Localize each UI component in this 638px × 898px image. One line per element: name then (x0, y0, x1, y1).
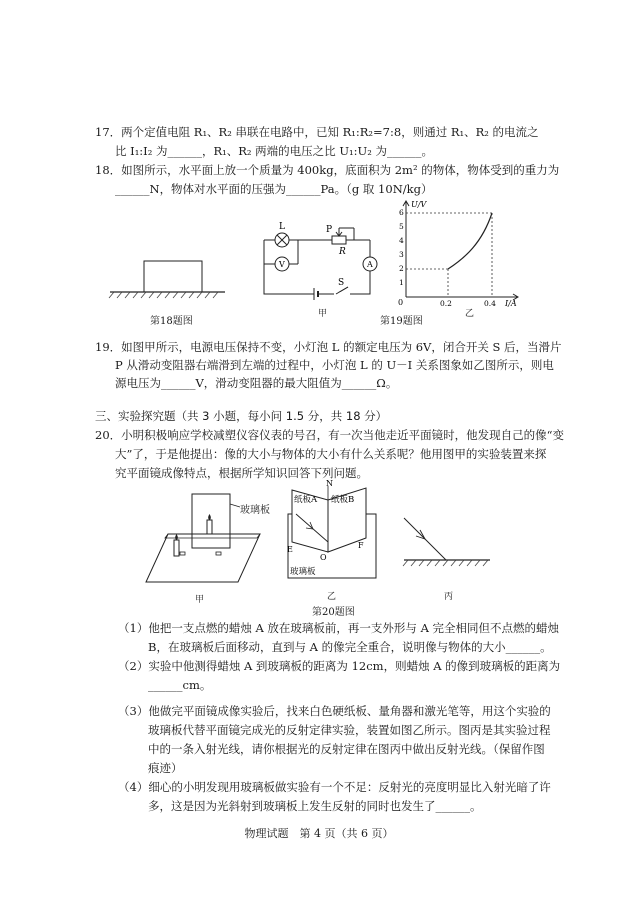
paper-B-label: 纸板B (331, 495, 355, 505)
label-O: O (320, 553, 327, 562)
q19-line1: 19．如图甲所示，电源电压保持不变，小灯泡 L 的额定电压为 6V，闭合开关 S 后，当滑片 (95, 340, 562, 354)
label-L: L (279, 222, 285, 232)
section-3-title: 三、实验探究题（共 3 小题，每小问 1.5 分，共 18 分） (95, 409, 388, 423)
candle-B (207, 514, 212, 534)
glass-plate-label: 玻璃板 (240, 505, 270, 516)
x-axis-label: I/A (505, 299, 517, 308)
label-V: V (279, 260, 285, 269)
sub2-line2: ______cm。 (148, 678, 212, 692)
candle-A (174, 534, 179, 556)
q18-line2: ______N，物体对水平面的压强为______Pa。（g 取 10N/kg） (115, 182, 433, 196)
sub1-line2: B，在玻璃板后面移动，直到与 A 的像完全重合，说明像与物体的大小______。 (148, 640, 552, 654)
sub4-line2: 多，这是因为光斜射到玻璃板上发生反射的同时也发生了______。 (148, 799, 482, 813)
y-tick-5: 5 (399, 222, 404, 231)
sub3-line4: 痕迹） (148, 761, 183, 775)
label-S: S (338, 278, 345, 288)
paper-A-label: 纸板A (294, 495, 318, 505)
x-tick-0.4: 0.4 (484, 299, 496, 308)
q20-line1: 20．小明积极响应学校减塑仪容仪表的号召，有一次当他走近平面镜时，他发现自己的像“变 (95, 428, 565, 442)
block-object (144, 261, 202, 292)
figure-20-yi-label: 乙 (327, 592, 337, 602)
x-tick-0.2: 0.2 (440, 299, 452, 308)
label-A: A (367, 260, 373, 269)
q18-line1: 18．如图所示，水平面上放一个质量为 400kg，底面积为 2m² 的物体，物体受到的重力为 (95, 163, 560, 177)
sub2-line1: （2）实验中他测得蜡烛 A 到玻璃板的距离为 12cm，则蜡烛 A 的像到玻璃板的距离为 (118, 659, 561, 673)
sub3-line2: 玻璃板代替平面镜完成光的反射定律实验，装置如图乙所示。图丙是其实验过程 (148, 723, 551, 737)
q20-line2: 大”了，于是他提出：像的大小与物体的大小有什么关系呢？他用图甲的实验装置来探 (115, 447, 547, 461)
y-tick-6: 6 (399, 208, 404, 217)
y-axis-label: U/V (411, 200, 427, 209)
figure-20-yi (280, 480, 390, 585)
y-tick-1: 1 (399, 278, 404, 287)
sub1-line1: （1）他把一支点燃的蜡烛 A 放在玻璃板前，再一支外形与 A 完全相同但不点燃的蜡烛 (118, 621, 560, 635)
figure-19-caption: 第19题图 (380, 316, 423, 327)
origin-label: 0 (398, 298, 404, 307)
y-tick-4: 4 (399, 236, 404, 245)
page-footer: 物理试题 第 4 页（共 6 页） (244, 827, 394, 840)
figure-18-caption: 第18题图 (150, 316, 193, 327)
label-F: F (358, 541, 364, 550)
figure-18 (100, 258, 230, 308)
table-board (146, 534, 260, 582)
q17-line1: 17．两个定值电阻 R₁、R₂ 串联在电路中，已知 R₁:R₂=7:8，则通过 R₁、R₂ 的电流之 (95, 125, 539, 139)
label-N: N (326, 479, 333, 488)
figure-20-caption: 第20题图 (312, 607, 355, 618)
sub3-line3: 中的一条入射光线，请你根据光的反射定律在图丙中做出反射光线。（保留作图 (148, 742, 545, 756)
figure-20-jia-label: 甲 (195, 595, 205, 605)
ground-hatch (109, 292, 218, 298)
sub4-line1: （4）细心的小明发现用玻璃板做实验有一个不足：反射光的亮度明显比入射光暗了许 (118, 780, 551, 794)
u-i-curve (448, 213, 492, 269)
q19-line3: 源电压为______V，滑动变阻器的最大阻值为______Ω。 (115, 376, 398, 390)
sub3-line1: （3）他做完平面镜成像实验后，找来白色硬纸板、量角器和激光笔等，用这个实验的 (118, 704, 551, 718)
figure-20-bing-label: 丙 (444, 592, 454, 602)
label-P: P (326, 225, 333, 235)
q19-line2: P 从滑动变阻器右端滑到左端的过程中，小灯泡 L 的 U－I 关系图象如乙图所示，则电 (115, 358, 554, 372)
rheostat-R-symbol (332, 236, 346, 244)
lamp-L-symbol (275, 233, 289, 247)
q20-line3: 究平面镜成像特点，根据所学知识回答下列问题。 (115, 466, 368, 480)
figure-19-jia-label: 甲 (318, 309, 328, 319)
glass-plate (192, 494, 230, 548)
y-tick-3: 3 (399, 250, 404, 259)
label-E: E (287, 545, 293, 554)
q17-line2: 比 I₁:I₂ 为______，R₁、R₂ 两端的电压之比 U₁:U₂ 为______。 (115, 144, 433, 158)
label-R: R (339, 247, 346, 257)
figure-19-yi-label: 乙 (465, 309, 475, 319)
figure-19-circuit (250, 218, 380, 308)
figure-20-bing (400, 512, 495, 572)
glass-label-yi: 玻璃板 (290, 567, 316, 577)
y-tick-2: 2 (399, 264, 404, 273)
figure-19-graph (390, 198, 535, 308)
